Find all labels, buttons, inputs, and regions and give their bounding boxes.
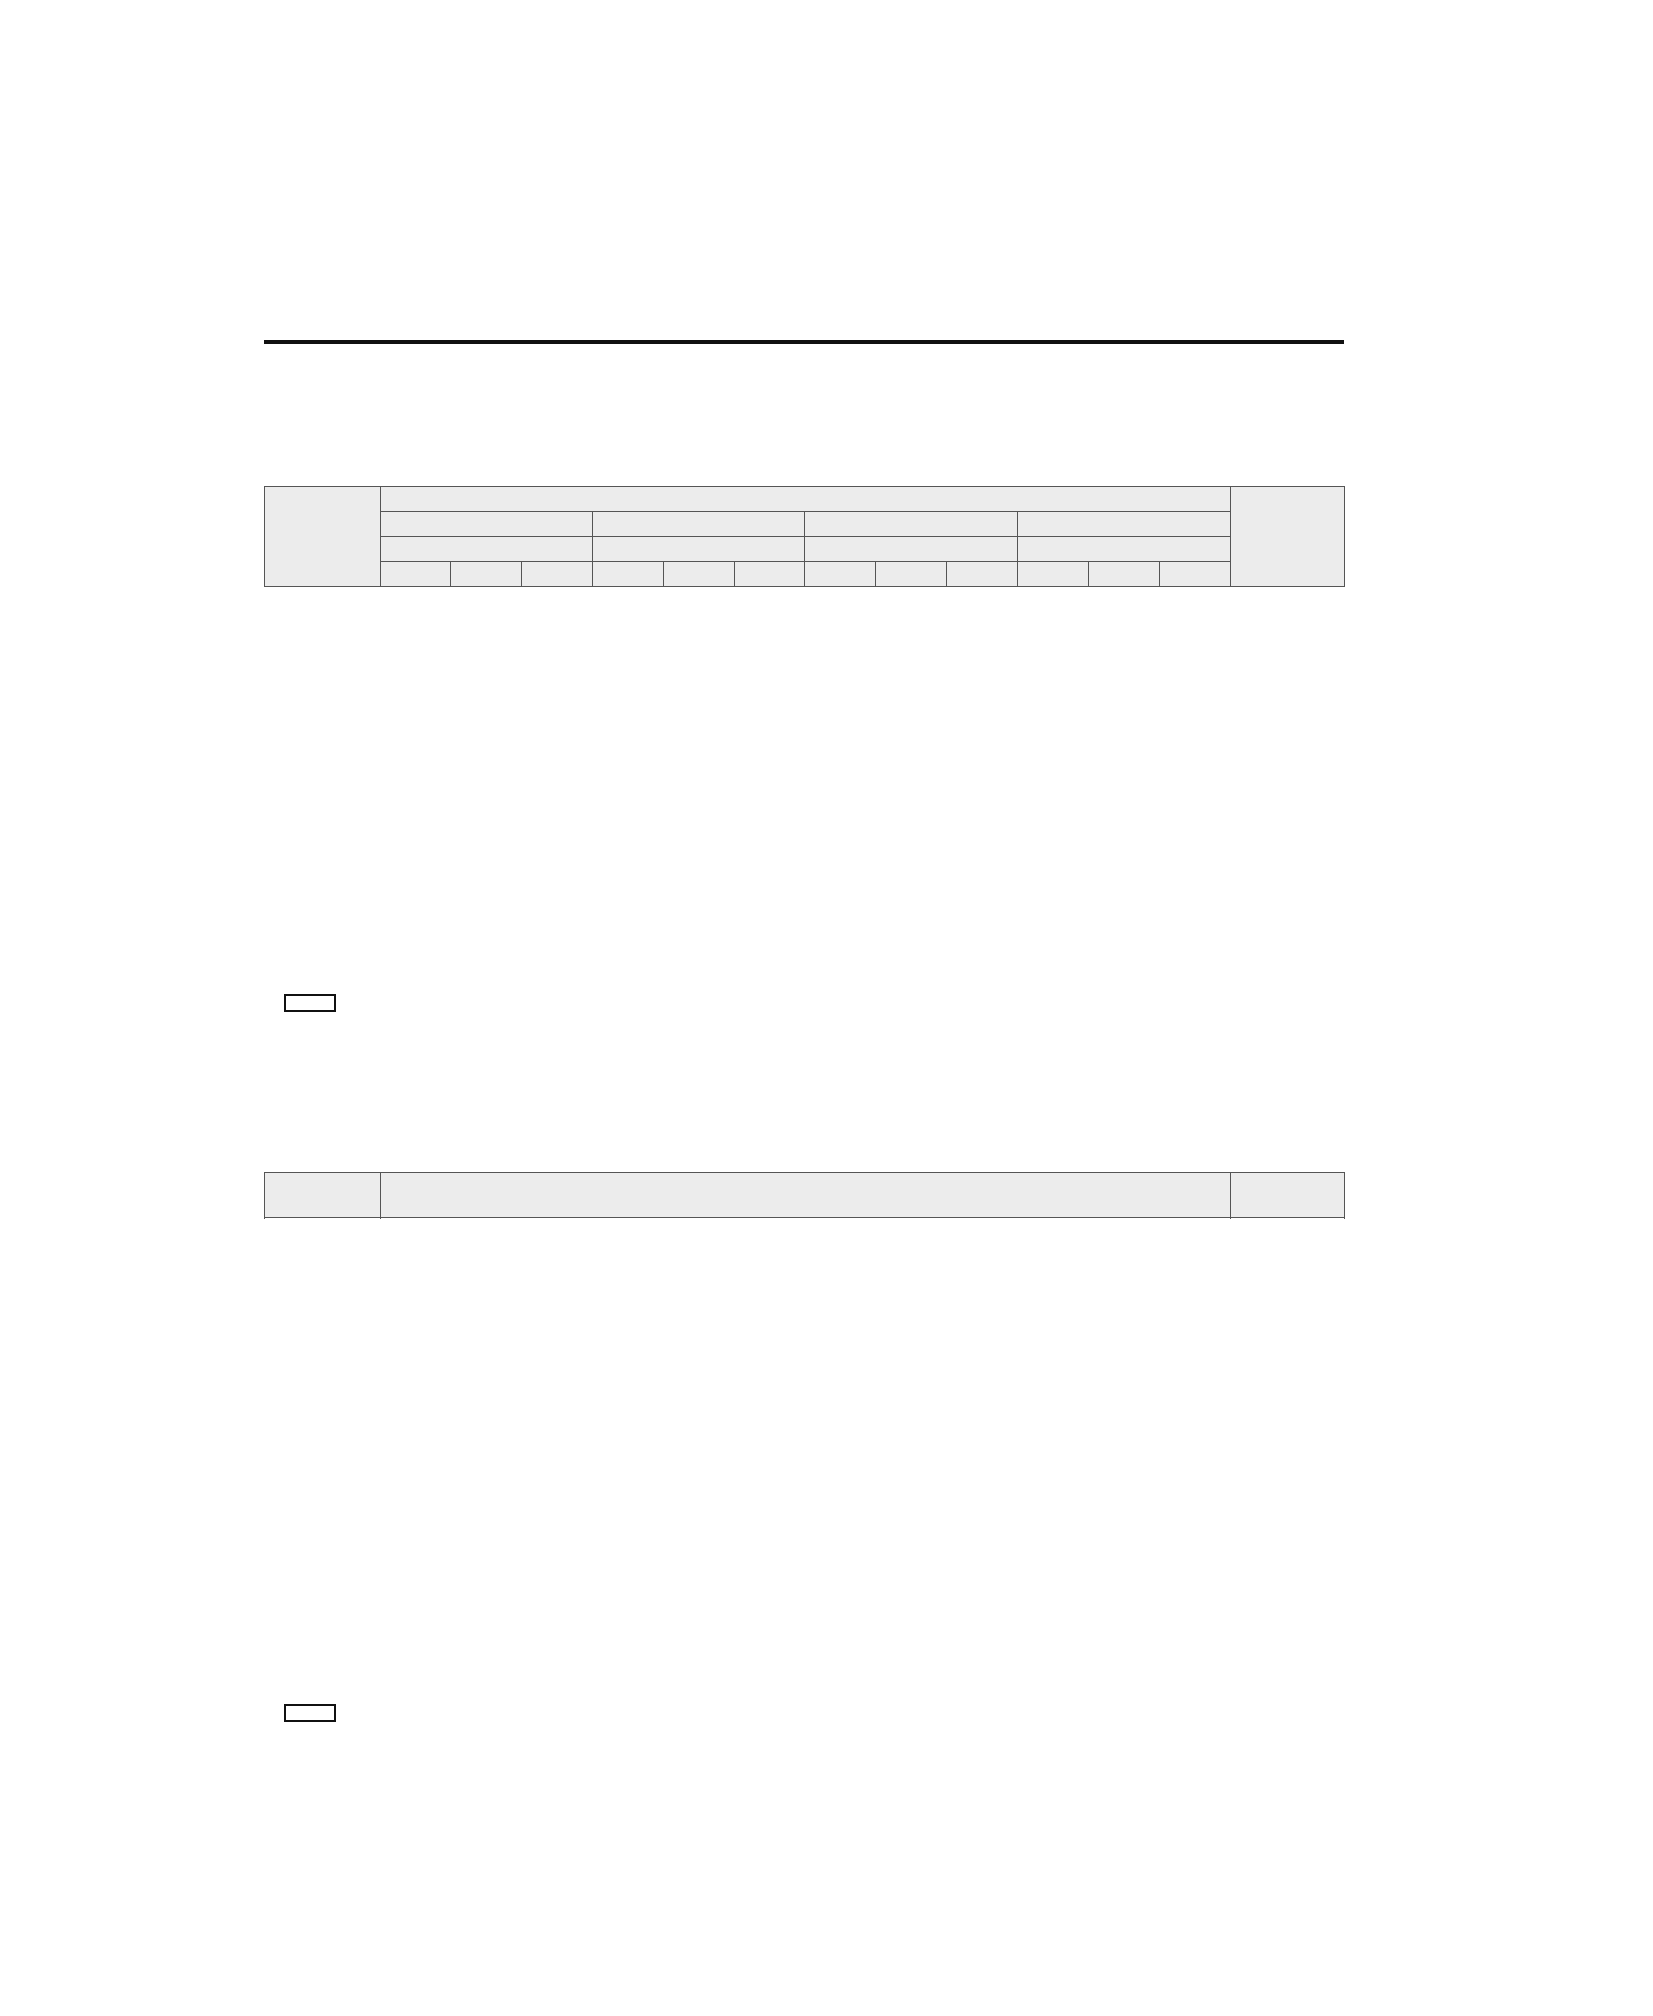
jib-header (805, 512, 1018, 537)
legend-box (284, 994, 336, 1012)
angle-header (876, 562, 947, 587)
boom-header (381, 487, 1231, 512)
boom-angle-header (1018, 537, 1231, 562)
boom-angle-header (381, 537, 593, 562)
angle-header (593, 562, 664, 587)
footnote-line2 (264, 994, 340, 1012)
capacity-table-1 (264, 486, 1345, 587)
angle-header (381, 562, 451, 587)
angle-header (1089, 562, 1160, 587)
footnote (264, 994, 340, 1012)
boom-header (381, 1173, 1231, 1218)
angle-header (735, 562, 805, 587)
jib-header (381, 512, 593, 537)
boom-angle-header (593, 537, 805, 562)
radius-header-right (1231, 1173, 1345, 1218)
boom-angle-header (805, 537, 1018, 562)
radius-header-right (1231, 487, 1345, 587)
footnote (264, 1704, 340, 1722)
angle-header (664, 562, 735, 587)
angle-header (451, 562, 522, 587)
angle-header (1018, 562, 1089, 587)
radius-header-left (265, 1173, 381, 1218)
legend-box (284, 1704, 336, 1722)
page-header (264, 268, 1344, 344)
capacity-table-2 (264, 1172, 1345, 1218)
jib-header (593, 512, 805, 537)
angle-header (947, 562, 1018, 587)
radius-header-left (265, 487, 381, 587)
jib-header (1018, 512, 1231, 537)
angle-header (805, 562, 876, 587)
angle-header (1160, 562, 1231, 587)
footnote-line2 (264, 1704, 340, 1722)
angle-header (522, 562, 593, 587)
